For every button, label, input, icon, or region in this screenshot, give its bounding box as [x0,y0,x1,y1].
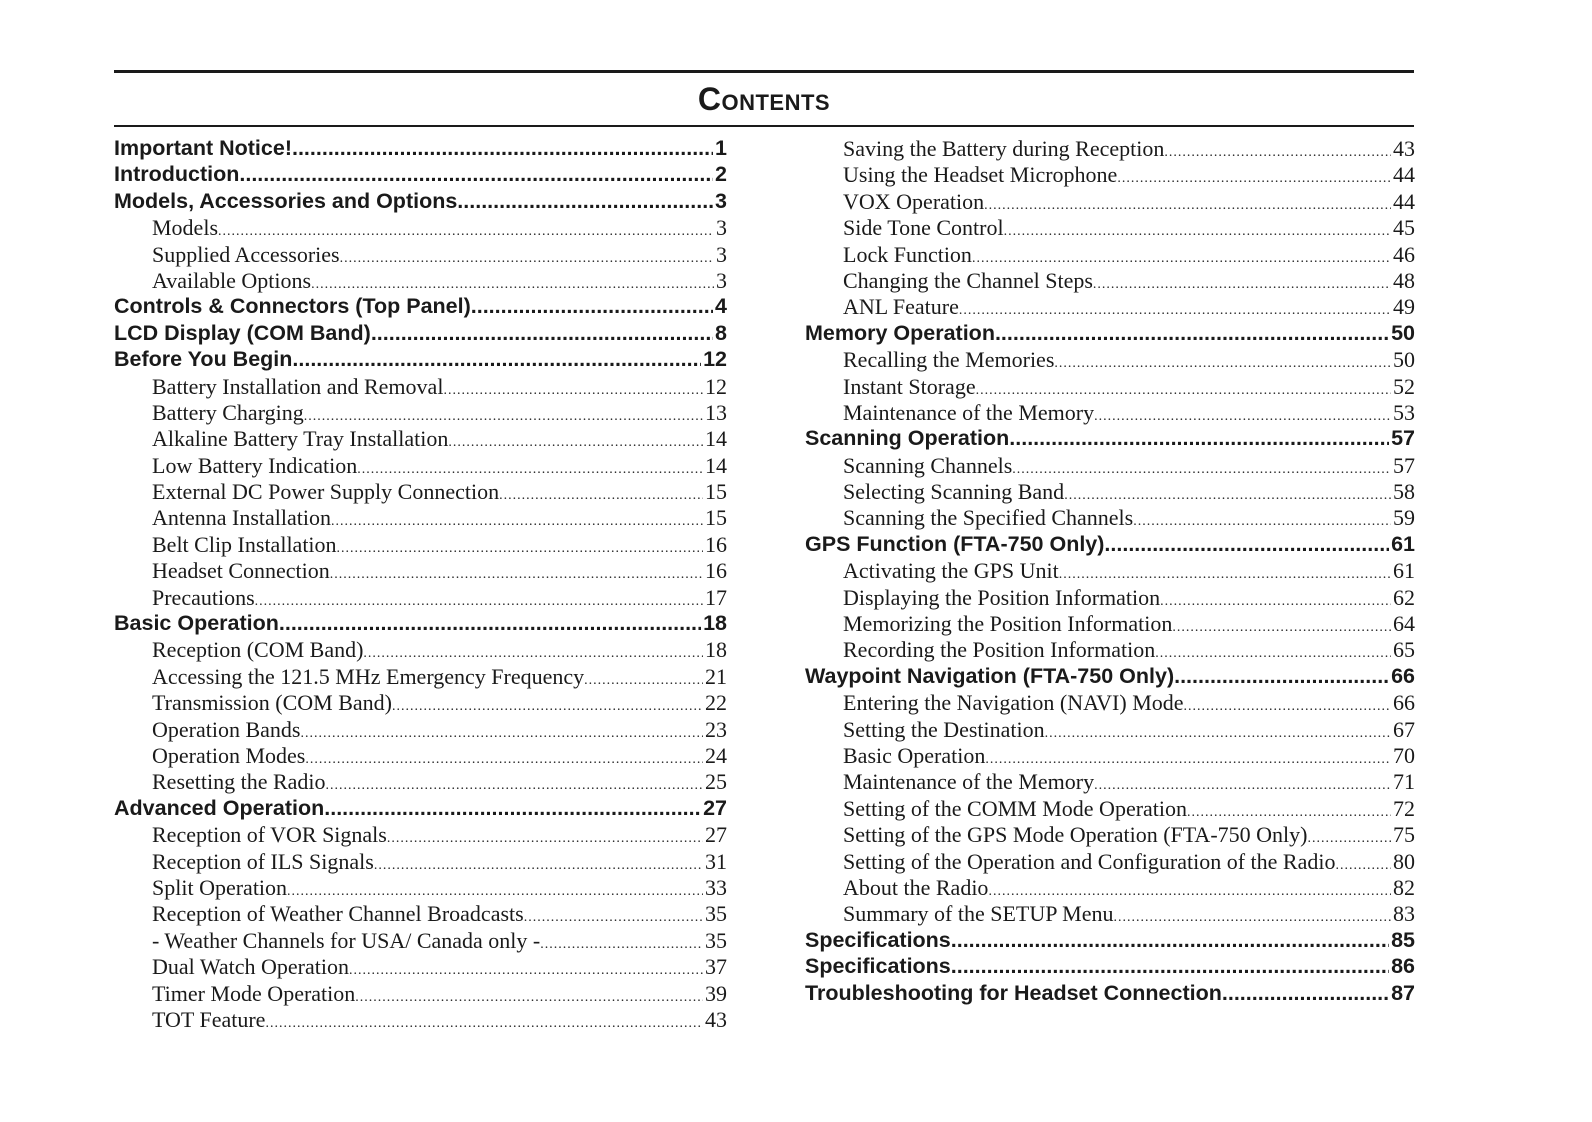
toc-page-number: 14 [705,452,727,478]
dot-leader [1187,805,1391,821]
toc-subentry[interactable] [805,822,1415,848]
toc-page-number: 66 [1391,663,1415,688]
toc-subentry[interactable] [114,505,727,531]
toc-entry-label: Troubleshooting for Headset Connection [805,980,1222,1005]
dot-leader [340,251,714,267]
toc-page-number: 45 [1393,215,1415,241]
toc-entry-label: Resetting the Radio [152,769,326,795]
toc-heading-entry[interactable] [805,981,1415,1007]
toc-subentry[interactable] [114,268,727,294]
toc-subentry[interactable] [805,162,1415,188]
toc-subentry[interactable] [114,453,727,479]
toc-page-number: 57 [1393,452,1415,478]
dot-leader [499,488,703,504]
toc-subentry[interactable] [805,875,1415,901]
toc-entry-label: Using the Headset Microphone [843,162,1118,188]
toc-entry-label: Basic Operation [114,611,279,636]
toc-heading-entry[interactable] [805,928,1415,954]
dot-leader [1104,532,1389,557]
toc-entry-label: Low Battery Indication [152,452,358,478]
title-underline [114,125,1414,127]
toc-entry-label: Controls & Connectors (Top Panel) [114,294,471,319]
toc-subentry[interactable] [114,717,727,743]
toc-subentry[interactable] [805,717,1415,743]
dot-leader [1012,462,1391,478]
toc-heading-entry[interactable] [805,954,1415,980]
toc-page-number: 43 [1393,136,1415,161]
dot-leader [1004,224,1391,240]
toc-subentry[interactable] [114,400,727,426]
toc-entry-label: Transmission (COM Band) [152,690,392,716]
dot-leader [951,928,1389,953]
toc-entry-label: External DC Power Supply Connection [152,479,500,505]
dot-leader [1133,514,1391,530]
toc-page-number: 27 [705,822,727,848]
toc-subentry[interactable] [114,532,727,558]
toc-subentry[interactable] [805,400,1415,426]
toc-entry-label: Displaying the Position Information [843,584,1161,610]
toc-subentry[interactable] [805,690,1415,716]
dot-leader [1009,426,1389,451]
toc-subentry[interactable] [114,822,727,848]
toc-subentry[interactable] [114,585,727,611]
toc-page-number: 82 [1393,874,1415,900]
dot-leader [255,594,703,610]
toc-page-number: 62 [1393,584,1415,610]
toc-page-number: 57 [1391,426,1415,451]
toc-subentry[interactable] [114,479,727,505]
toc-entry-label: Reception (COM Band) [152,637,364,663]
dot-leader [1172,620,1391,636]
toc-heading-entry[interactable] [114,347,727,373]
toc-page-number: 44 [1393,162,1415,188]
dot-leader [976,383,1391,399]
dot-leader [540,937,703,953]
dot-leader [292,136,713,161]
toc-page-number: 15 [705,479,727,505]
toc-entry-label: Accessing the 121.5 MHz Emergency Frequency [152,663,585,689]
dot-leader [1059,567,1391,583]
toc-page-number: 2 [715,162,727,187]
toc-entry-label: Lock Function [843,241,972,267]
toc-page-number: 64 [1393,611,1415,637]
dot-leader [1307,831,1391,847]
toc-entry-label: TOT Feature [152,1006,266,1032]
toc-entry-label: Timer Mode Operation [152,980,356,1006]
toc-heading-entry[interactable] [114,136,727,162]
toc-right-column [805,136,1415,1007]
toc-entry-label: Changing the Channel Steps [843,267,1093,293]
dot-leader [1093,277,1391,293]
toc-subentry[interactable] [805,189,1415,215]
toc-page-number: 14 [705,426,727,452]
toc-entry-label: Memory Operation [805,320,995,345]
toc-page-number: 85 [1391,927,1415,952]
dot-leader [1184,699,1391,715]
dot-leader [265,1016,703,1032]
toc-entry-label: Setting of the COMM Mode Operation [843,795,1188,821]
dot-leader [1045,726,1391,742]
toc-subentry[interactable] [805,242,1415,268]
toc-page-number: 66 [1393,690,1415,716]
toc-entry-label: Models, Accessories and Options [114,188,458,213]
dot-leader [1054,356,1391,372]
toc-subentry[interactable] [114,637,727,663]
toc-heading-entry[interactable] [114,162,727,188]
toc-heading-entry[interactable] [114,294,727,320]
toc-page-number: 24 [705,742,727,768]
toc-subentry[interactable] [805,374,1415,400]
toc-entry-label: Recording the Position Information [843,637,1156,663]
dot-leader [448,435,703,451]
dot-leader [311,277,714,293]
toc-entry-label: Specifications [805,954,951,979]
dot-leader [1155,646,1391,662]
toc-entry-label: - Weather Channels for USA/ Canada only - [152,927,541,953]
toc-page-number: 8 [715,320,727,345]
dot-leader [584,673,703,689]
toc-entry-label: Models [152,215,218,241]
toc-subentry[interactable] [114,901,727,927]
dot-leader [1064,488,1391,504]
dot-leader [1094,778,1391,794]
toc-page-number: 44 [1393,188,1415,214]
toc-page-number: 87 [1391,980,1415,1005]
toc-subentry[interactable] [114,426,727,452]
dot-leader [457,189,713,214]
dot-leader [330,567,703,583]
dot-leader [1114,910,1392,926]
toc-entry-label: LCD Display (COM Band) [114,320,371,345]
toc-subentry[interactable] [114,242,727,268]
toc-page-number: 21 [705,663,727,689]
toc-heading-entry[interactable] [114,321,727,347]
dot-leader [326,778,703,794]
toc-page-number: 83 [1393,901,1415,927]
toc-entry-label: Scanning Operation [805,426,1010,451]
toc-page-number: 27 [703,795,727,820]
toc-entry-label: Belt Clip Installation [152,531,337,557]
toc-subentry[interactable] [805,294,1415,320]
toc-entry-label: Instant Storage [843,373,976,399]
toc-page-number: 3 [716,215,727,241]
toc-page-number: 46 [1393,241,1415,267]
toc-page-number: 48 [1393,267,1415,293]
toc-subentry[interactable] [805,585,1415,611]
toc-subentry[interactable] [114,690,727,716]
toc-page-number: 75 [1393,822,1415,848]
toc-entry-label: VOX Operation [843,188,985,214]
toc-page-number: 50 [1393,347,1415,373]
toc-entry-label: Operation Modes [152,742,306,768]
toc-page-number: 17 [705,584,727,610]
toc-entry-label: Selecting Scanning Band [843,479,1065,505]
toc-entry-label: Dual Watch Operation [152,954,349,980]
toc-heading-entry[interactable] [114,189,727,215]
toc-entry-label: Specifications [805,927,951,952]
toc-subentry[interactable] [114,981,727,1007]
toc-page-number: 18 [705,637,727,663]
toc-page-number: 67 [1393,716,1415,742]
toc-heading-entry[interactable] [114,796,727,822]
toc-page-number: 13 [705,399,727,425]
toc-subentry[interactable] [114,374,727,400]
toc-heading-entry[interactable] [114,611,727,637]
toc-left-column [114,136,727,1033]
toc-page-number: 23 [705,716,727,742]
toc-entry-label: Maintenance of the Memory [843,399,1095,425]
dot-leader [443,383,703,399]
toc-subentry[interactable] [805,637,1415,663]
toc-page-number: 35 [705,901,727,927]
toc-page-number: 61 [1393,558,1415,584]
toc-page-number: 52 [1393,373,1415,399]
toc-entry-label: Maintenance of the Memory [843,769,1095,795]
toc-entry-label: Precautions [152,584,255,610]
toc-subentry[interactable] [114,928,727,954]
dot-leader [1117,171,1391,187]
toc-entry-label: Setting of the GPS Mode Operation (FTA-750 Only) [843,822,1308,848]
dot-leader [305,752,703,768]
toc-entry-label: Supplied Accessories [152,241,340,267]
dot-leader [1094,409,1391,425]
toc-page-number: 12 [705,373,727,399]
toc-subentry[interactable] [805,505,1415,531]
toc-page-number: 53 [1393,399,1415,425]
toc-entry-label: Scanning the Specified Channels [843,505,1134,531]
dot-leader [363,646,703,662]
toc-page-number: 70 [1393,742,1415,768]
dot-leader [392,699,703,715]
dot-leader [387,831,703,847]
toc-entry-label: Before You Begin [114,347,293,372]
toc-page-number: 22 [705,690,727,716]
toc-subentry[interactable] [114,1007,727,1033]
dot-leader [984,198,1391,214]
toc-subentry[interactable] [805,453,1415,479]
dot-leader [959,303,1391,319]
dot-leader [337,541,703,557]
toc-page-number: 1 [715,136,727,160]
dot-leader [951,954,1389,979]
toc-page-number: 16 [705,531,727,557]
toc-entry-label: Available Options [152,267,312,293]
toc-subentry[interactable] [805,136,1415,162]
toc-page-number: 71 [1393,769,1415,795]
toc-heading-entry[interactable] [805,321,1415,347]
dot-leader [995,321,1389,346]
toc-subentry[interactable] [114,769,727,795]
dot-leader [331,514,703,530]
toc-subentry[interactable] [114,664,727,690]
toc-entry-label: Memorizing the Position Information [843,611,1173,637]
toc-page-number: 3 [716,267,727,293]
dot-leader [349,963,703,979]
dot-leader [287,884,703,900]
toc-entry-label: Advanced Operation [114,795,325,820]
toc-subentry[interactable] [805,743,1415,769]
toc-entry-label: Scanning Channels [843,452,1013,478]
toc-entry-label: Operation Bands [152,716,301,742]
toc-entry-label: Basic Operation [843,742,986,768]
toc-page-number: 50 [1391,320,1415,345]
top-rule [114,70,1414,73]
dot-leader [1174,664,1389,689]
toc-subentry[interactable] [114,875,727,901]
toc-entry-label: GPS Function (FTA-750 Only) [805,531,1105,556]
toc-subentry[interactable] [805,796,1415,822]
toc-entry-label: Antenna Installation [152,505,332,531]
toc-subentry[interactable] [114,849,727,875]
toc-heading-entry[interactable] [805,426,1415,452]
toc-heading-entry[interactable] [805,664,1415,690]
toc-subentry[interactable] [805,347,1415,373]
toc-page-number: 37 [705,954,727,980]
toc-subentry[interactable] [805,769,1415,795]
dot-leader [355,990,703,1006]
toc-page-number: 4 [715,294,727,319]
dot-leader [1160,594,1391,610]
toc-entry-label: Introduction [114,162,240,187]
toc-page-number: 72 [1393,795,1415,821]
toc-subentry[interactable] [805,558,1415,584]
dot-leader [985,752,1391,768]
dot-leader [1164,145,1391,161]
toc-entry-label: Split Operation [152,874,288,900]
toc-entry-label: Setting of the Operation and Configuration of the Radio [843,848,1336,874]
dot-leader [292,347,701,372]
toc-page-number: 65 [1393,637,1415,663]
toc-page-number: 18 [703,611,727,636]
toc-entry-label: Summary of the SETUP Menu [843,901,1114,927]
toc-entry-label: Reception of VOR Signals [152,822,387,848]
toc-page-number: 49 [1393,294,1415,320]
toc-entry-label: Battery Charging [152,399,304,425]
toc-entry-label: Waypoint Navigation (FTA-750 Only) [805,663,1175,688]
dot-leader [972,251,1391,267]
toc-entry-label: Headset Connection [152,558,330,584]
toc-entry-label: ANL Feature [843,294,959,320]
toc-page-number: 3 [715,188,727,213]
dot-leader [239,162,713,187]
toc-subentry[interactable] [114,954,727,980]
toc-page-number: 80 [1393,848,1415,874]
toc-entry-label: Activating the GPS Unit [843,558,1059,584]
toc-entry-label: Setting the Destination [843,716,1045,742]
toc-entry-label: Battery Installation and Removal [152,373,444,399]
toc-page-number: 35 [705,927,727,953]
toc-entry-label: Recalling the Memories [843,347,1055,373]
toc-subentry[interactable] [805,215,1415,241]
toc-page-number: 31 [705,848,727,874]
toc-entry-label: Reception of ILS Signals [152,848,374,874]
dot-leader [279,611,701,636]
toc-subentry[interactable] [805,901,1415,927]
dot-leader [374,858,703,874]
toc-page-number: 61 [1391,531,1415,556]
dot-leader [471,294,713,319]
toc-entry-label: Entering the Navigation (NAVI) Mode [843,690,1184,716]
page-title: Contents [697,81,831,117]
toc-page-number: 33 [705,874,727,900]
dot-leader [1222,981,1389,1006]
toc-entry-label: Side Tone Control [843,215,1004,241]
dot-leader [524,910,703,926]
toc-page-number: 25 [705,769,727,795]
toc-heading-entry[interactable] [805,532,1415,558]
toc-page-number: 12 [703,347,727,372]
toc-entry-label: About the Radio [843,874,989,900]
toc-page-number: 16 [705,558,727,584]
dot-leader [300,726,703,742]
toc-subentry[interactable] [114,215,727,241]
toc-page-number: 59 [1393,505,1415,531]
toc-subentry[interactable] [805,479,1415,505]
dot-leader [371,321,713,346]
toc-page-number: 39 [705,980,727,1006]
toc-page-number: 3 [716,241,727,267]
toc-page-number: 15 [705,505,727,531]
toc-entry-label: Important Notice! [114,136,292,160]
toc-page-number: 86 [1391,954,1415,979]
toc-page-number: 58 [1393,479,1415,505]
toc-subentry[interactable] [805,268,1415,294]
dot-leader [324,796,701,821]
dot-leader [988,884,1391,900]
dot-leader [218,224,714,240]
dot-leader [357,462,703,478]
toc-subentry[interactable] [114,558,727,584]
toc-entry-label: Reception of Weather Channel Broadcasts [152,901,524,927]
toc-page-number: 43 [705,1006,727,1032]
dot-leader [1335,858,1391,874]
dot-leader [304,409,703,425]
toc-entry-label: Alkaline Battery Tray Installation [152,426,449,452]
toc-subentry[interactable] [805,611,1415,637]
toc-subentry[interactable] [805,849,1415,875]
toc-entry-label: Saving the Battery during Reception [843,136,1165,161]
toc-subentry[interactable] [114,743,727,769]
